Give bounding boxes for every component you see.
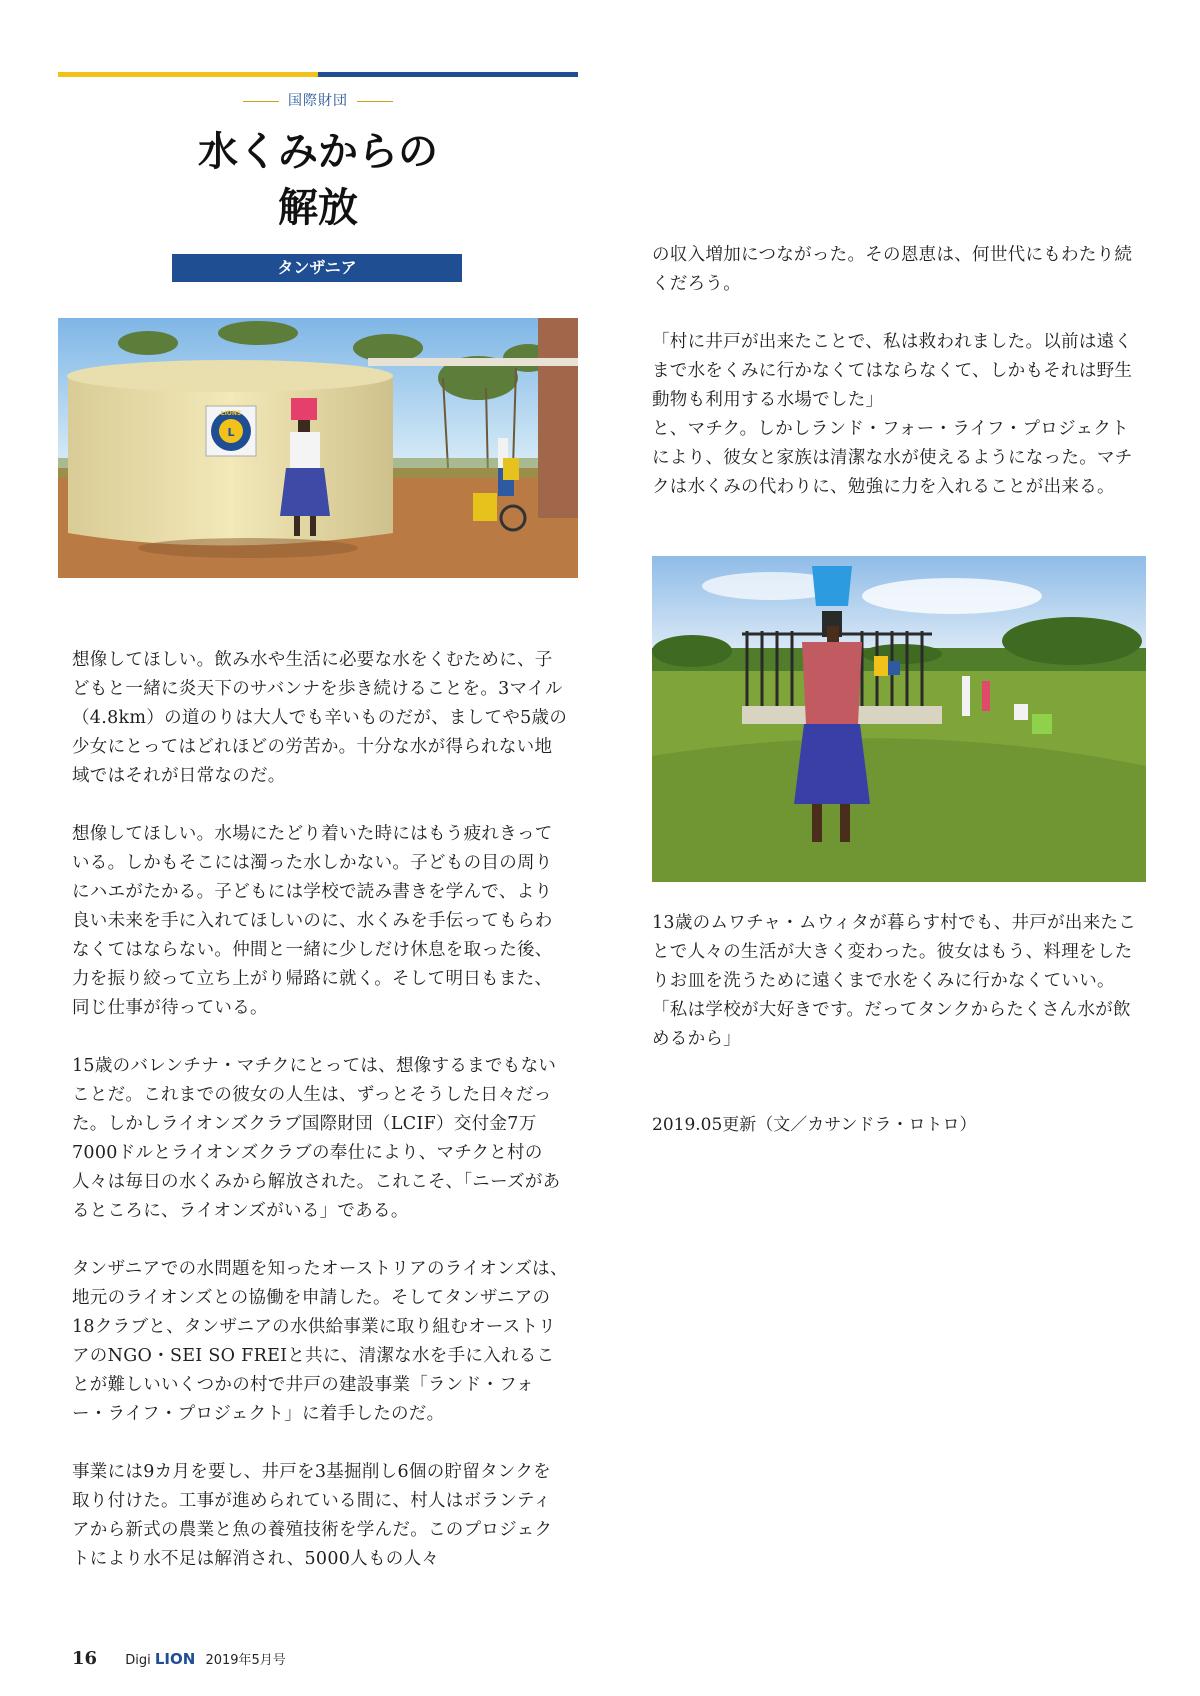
page-footer [72,1648,286,1669]
article-credit: 2019.05更新（文／カサンドラ・ロトロ） [652,1115,977,1135]
page-title [58,124,578,236]
brand-lion: LION [154,1650,196,1668]
paragraph: 想像してほしい。水場にたどり着いた時にはもう疲れきっている。しかもそこには濁った水しかない。子どもの目の周りにハエがたかる。子どもには学校で読み書きを学んで、より良い未来を手に入れてほしいのに、水くみを手伝ってもらわなくてはならない。仲間と一緒に少しだけ休息を取った後、力を振り絞って立ち上がり帰路に就く。そして明日もまた、同じ仕事が待っている。 [72,824,553,1018]
title-line-1: 水くみからの [198,128,438,175]
article-left-column [72,646,568,1603]
lions-logo-text: LIONS [220,410,242,417]
header-rule [58,72,578,77]
category-line-right [357,101,393,102]
paragraph: と、マチク。しかしランド・フォー・ライフ・プロジェクトにより、彼女と家族は清潔な水が使えるようになった。マチクは水くみの代わりに、勉強に力を入れることが出来る。 [652,419,1133,497]
issue-label: 2019年5月号 [205,1653,286,1668]
caption-column [652,909,1146,1083]
category-label [58,90,578,110]
page-number: 16 [72,1648,98,1669]
quote-paragraph: 「私は学校が大好きです。だってタンクからたくさん水が飲めるから」 [652,1000,1131,1049]
paragraph: 想像してほしい。飲み水や生活に必要な水をくむために、子どもと一緒に炎天下のサバンナを歩き続けることを。3マイル（4.8km）の道のりは大人でも辛いものだが、ましてや5歳の少女にとってはどれほどの労苦か。十分な水が得られない地域ではそれが日常なのだ。 [72,650,568,786]
paragraph: 事業には9カ月を要し、井戸を3基掘削し6個の貯留タンクを取り付けた。工事が進められている間に、村人はボランティアから新式の農業と魚の養殖技術を学んだ。このプロジェクトにより水不足は解消され、5000人もの人々 [72,1462,553,1569]
paragraph: の収入増加につながった。その恩恵は、何世代にもわたり続くだろう。 [652,245,1133,294]
paragraph: 13歳のムワチャ・ムウィタが暮らす村でも、井戸が出来たことで人々の生活が大きく変わった。彼女はもう、料理をしたりお皿を洗うために遠くまで水をくみに行かなくていい。 [652,913,1137,991]
paragraph: タンザニアでの水問題を知ったオーストリアのライオンズは、地元のライオンズとの協働を申請した。そしてタンザニアの18クラブと、タンザニアの水供給事業に取り組むオーストリアのNGO・SEI SO FREIと共に、清潔な水を手に入れることが難しいいくつかの村で井戸の建設事業「ランド・フォー・ライフ・プロジェクト」に着手したのだ。 [72,1259,568,1424]
header-rule-yellow [58,72,318,77]
svg-text:L: L [227,426,235,439]
quote-paragraph: 「村に井戸が出来たことで、私は救われました。以前は遠くまで水をくみに行かなくてはならなくて、しかもそれは野生動物も利用する水場でした」 [652,332,1133,410]
article-right-column [652,241,1146,531]
header-rule-blue [318,72,578,77]
category-text: 国際財団 [288,93,348,109]
photo-girl-bucket [652,556,1146,882]
category-line-left [243,101,279,102]
brand-digi: Digi [125,1653,151,1668]
photo-water-tank [58,318,578,578]
paragraph: 15歳のバレンチナ・マチクにとっては、想像するまでもないことだ。これまでの彼女の人生は、ずっとそうした日々だった。しかしライオンズクラブ国際財団（LCIF）交付金7万7000ドルとライオンズクラブの奉仕により、マチクと村の人々は毎日の水くみから解放された。これこそ、「ニーズがあるところに、ライオンズがいる」である。 [72,1056,561,1221]
country-badge: タンザニア [172,254,462,282]
title-line-2: 解放 [278,184,358,231]
